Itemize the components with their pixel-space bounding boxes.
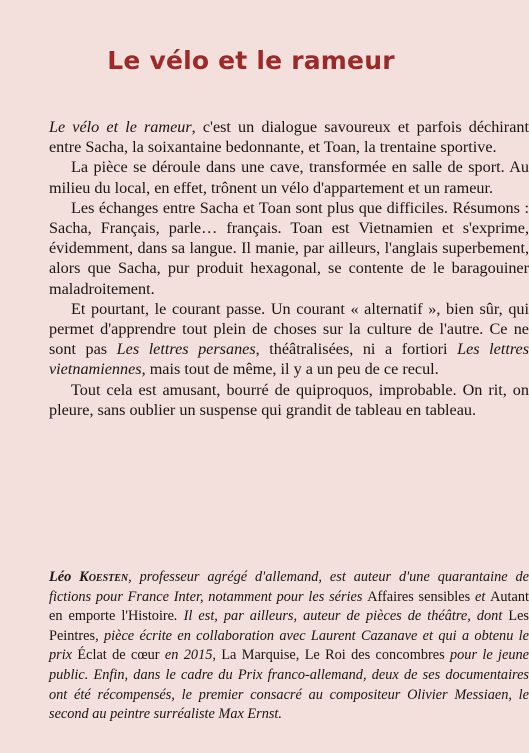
bio-text-7: pour le jeune public. Enfin, dans le cadre du Prix franco-allemand, deux de ses documentaires ont été récompensés, le premier consacré au compositeur Olivier Messiaen, le second au peintre surréaliste Max Ernst.: [49, 647, 529, 723]
bio-text-3: . Il est, par ailleurs, auteur de pièces de théâtre, dont: [174, 608, 509, 625]
lettres-persanes-title: Les lettres persanes: [116, 340, 256, 359]
synopsis: [49, 117, 529, 420]
author-bio: [49, 568, 529, 725]
bio-prize: Éclat de cœur: [77, 647, 160, 664]
page-title: Le vélo et le rameur: [107, 46, 395, 75]
bio-text-4: , pièce écrite en collaboration avec Laurent Cazanave et qui a obtenu le prix: [49, 627, 529, 664]
paragraph-4-text-a: Et pourtant, le courant passe. Un courant « alternatif », bien sûr, qui permet d'apprendre tout plein de choses sur la culture de l'autre. Ce ne sont pas: [49, 299, 529, 359]
paragraph-4: [49, 299, 529, 380]
author-last-name: Koesten: [79, 569, 129, 585]
bio-text-5: en 2015,: [159, 647, 222, 664]
paragraph-3: Les échanges entre Sacha et Toan sont plus que difficiles. Résumons : Sacha, Français, parle… français. Toan est Vietnamien et s'exprime, évidemment, dans sa langue. Il manie, par ailleurs, l'anglais superbement, alors que Sacha, pur produit hexagonal, se contente de le baragouiner maladroitement.: [49, 198, 529, 298]
bio-play-1: Les Peintres: [49, 608, 529, 644]
author-first-name: Léo: [49, 569, 72, 585]
lettres-vietnamiennes-title: Les lettres vietnamiennes: [49, 340, 529, 379]
bio-text-1: , professeur agrégé d'allemand, est auteur d'une quarantaine de fictions pour France Inter, notamment pour les séries: [49, 569, 529, 605]
bio-text-2: et: [470, 588, 491, 605]
bio-play-3: Le Roi des concombres: [304, 647, 445, 664]
paragraph-5: Tout cela est amusant, bourré de quiproquos, improbable. On rit, on pleure, sans oublier un suspense qui grandit de tableau en tableau.: [49, 380, 529, 419]
bio-text-6: ,: [295, 647, 305, 664]
paragraph-1: [49, 117, 529, 157]
paragraph-4-text-e: , mais tout de même, il y a un peu de ce recul.: [141, 360, 439, 379]
paragraph-1-text: , c'est un dialogue savoureux et parfois déchirant entre Sacha, la soixantaine bedonnante, et Toan, la trentaine sportive.: [49, 118, 529, 157]
paragraph-2: La pièce se déroule dans une cave, transformée en salle de sport. Au milieu du local, en effet, trônent un vélo d'appartement et un rameur.: [49, 158, 529, 197]
bio-play-2: La Marquise: [221, 647, 296, 664]
play-title: Le vélo et le rameur: [49, 118, 192, 136]
bio-series-2: Autant en emporte l'Histoire: [49, 588, 529, 625]
bio-series-1: Affaires sensibles: [367, 588, 471, 605]
paragraph-4-text-c: , théâtralisées, ni a fortiori: [255, 340, 458, 359]
